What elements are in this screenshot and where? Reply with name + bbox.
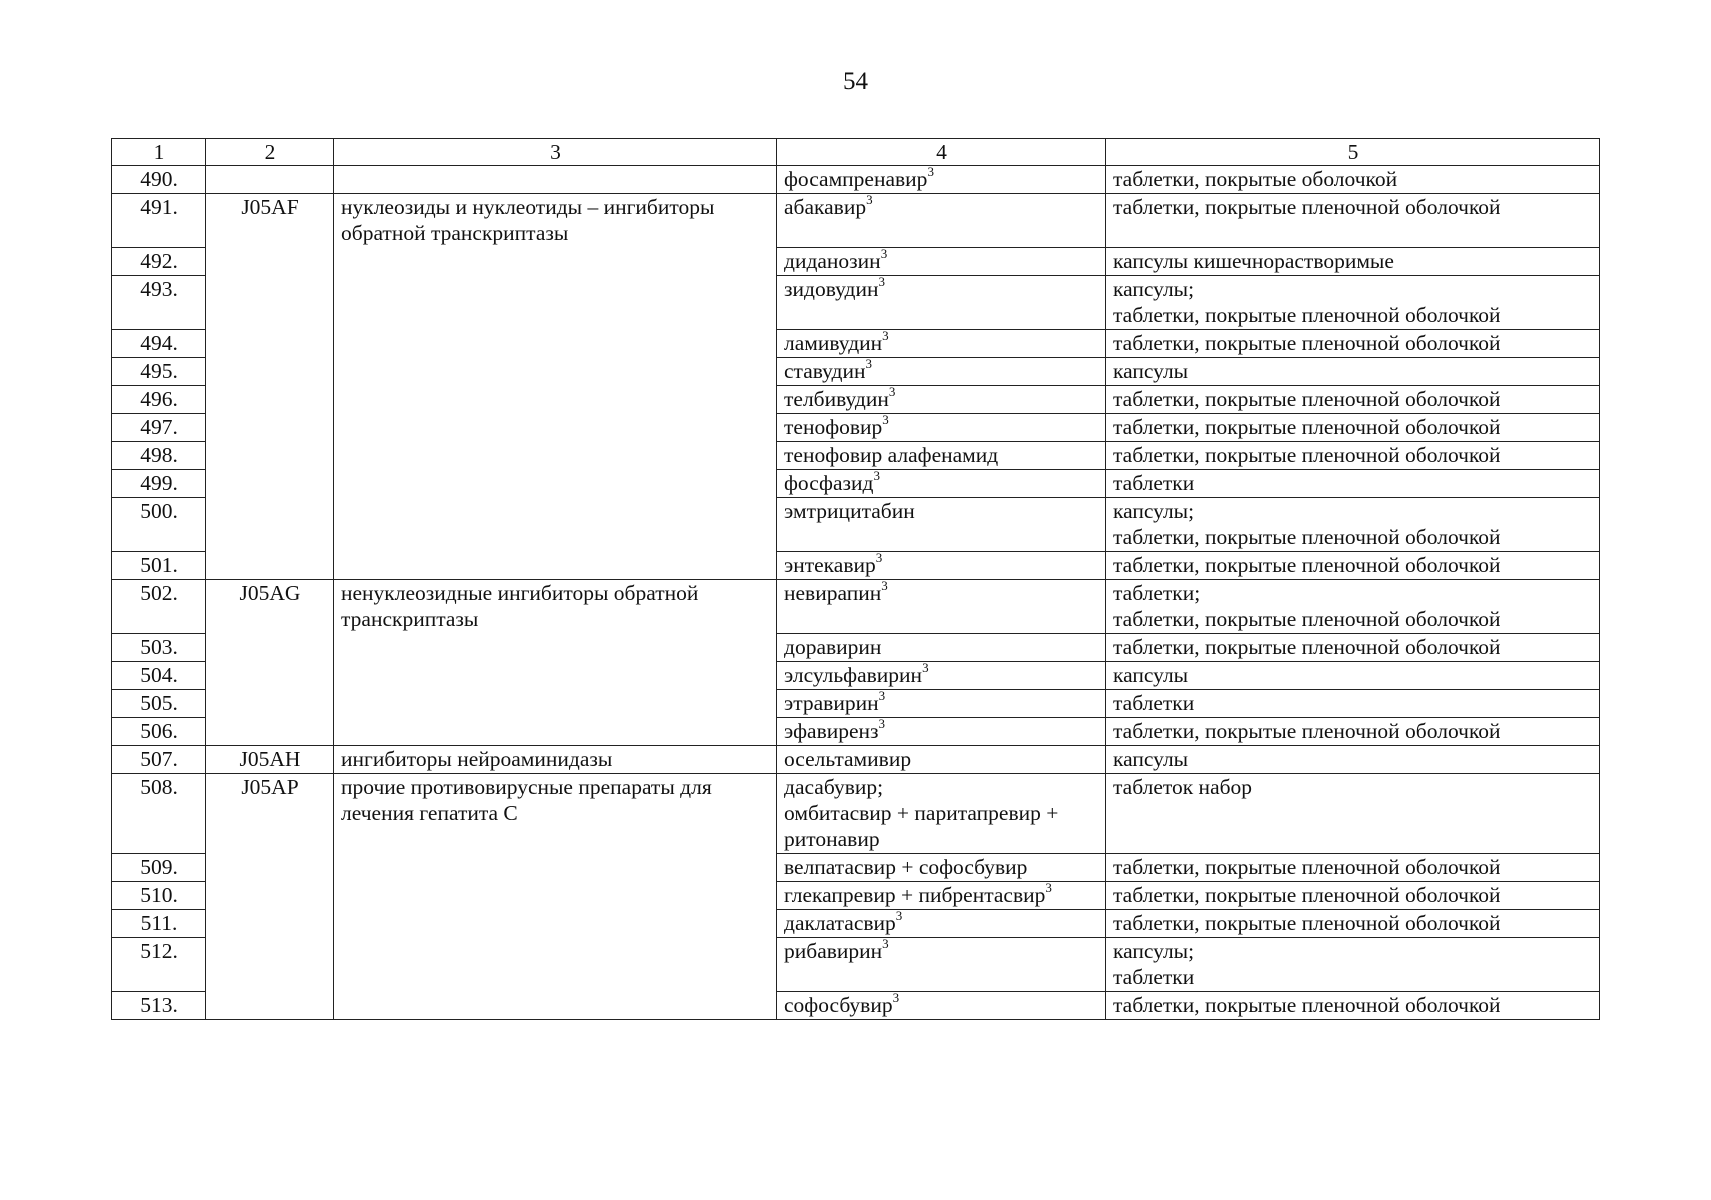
drug-name-text: эфавиренз — [784, 719, 879, 743]
dosage-forms — [1106, 992, 1600, 1020]
footnote-marker: 3 — [882, 329, 889, 343]
drug-name-text: рибавирин — [784, 939, 883, 963]
row-number: 494. — [112, 330, 206, 358]
row-number: 509. — [112, 854, 206, 882]
drug-name-text: ставудин — [784, 359, 866, 383]
dosage-form-line: капсулы; — [1113, 499, 1195, 523]
drug-name-line: ритонавир — [784, 827, 880, 851]
footnote-marker: 3 — [882, 937, 889, 951]
dosage-form-line: таблетки; — [1113, 581, 1201, 605]
dosage-form-line: таблетки, покрытые пленочной оболочкой — [1113, 387, 1501, 411]
footnote-marker: 3 — [895, 909, 903, 923]
dosage-forms — [1106, 580, 1600, 634]
dosage-form-line: таблетки, покрытые пленочной оболочкой — [1113, 855, 1501, 879]
drug-name — [777, 690, 1106, 718]
dosage-form-line: таблетки, покрытые пленочной оболочкой — [1113, 883, 1501, 907]
row-number: 510. — [112, 882, 206, 910]
dosage-forms — [1106, 442, 1600, 470]
row-number: 501. — [112, 552, 206, 580]
row-number: 505. — [112, 690, 206, 718]
dosage-form-line: таблетки — [1113, 471, 1195, 495]
row-number: 493. — [112, 276, 206, 330]
table-body — [112, 166, 1600, 1020]
dosage-form-line: капсулы — [1113, 747, 1189, 771]
drug-name-text: осельтамивир — [784, 747, 912, 771]
drug-name-text: даклатасвир — [784, 911, 896, 935]
dosage-forms — [1106, 882, 1600, 910]
drug-name-text: фосфазид — [784, 471, 874, 495]
table-row — [112, 194, 1600, 248]
drug-name-text: элсульфавирин — [784, 663, 923, 687]
group-name-line: прочие противовирусные препараты для — [341, 775, 712, 799]
drug-name-text: зидовудин — [784, 277, 879, 301]
drug-name — [777, 194, 1106, 248]
column-header: 2 — [206, 139, 334, 166]
dosage-forms — [1106, 746, 1600, 774]
dosage-forms — [1106, 166, 1600, 194]
drug-name — [777, 774, 1106, 854]
drug-name-text: энтекавир — [784, 553, 876, 577]
dosage-forms — [1106, 938, 1600, 992]
dosage-forms — [1106, 718, 1600, 746]
row-number: 497. — [112, 414, 206, 442]
row-number: 511. — [112, 910, 206, 938]
row-number: 492. — [112, 248, 206, 276]
drug-name — [777, 882, 1106, 910]
drug-name — [777, 442, 1106, 470]
page-number: 54 — [843, 68, 868, 95]
atc-code: J05AP — [206, 774, 334, 1020]
footnote-marker: 3 — [888, 385, 896, 399]
drug-name — [777, 498, 1106, 552]
dosage-form-line: таблетки — [1113, 965, 1195, 989]
column-header: 4 — [777, 139, 1106, 166]
footnote-marker: 3 — [880, 247, 888, 261]
table-row — [112, 580, 1600, 634]
drug-name — [777, 330, 1106, 358]
row-number: 507. — [112, 746, 206, 774]
row-number: 500. — [112, 498, 206, 552]
dosage-forms — [1106, 330, 1600, 358]
column-header: 3 — [334, 139, 777, 166]
dosage-forms — [1106, 248, 1600, 276]
dosage-form-line: таблетки, покрытые пленочной оболочкой — [1113, 607, 1501, 631]
dosage-forms — [1106, 854, 1600, 882]
footnote-marker: 3 — [878, 717, 886, 731]
drug-name — [777, 938, 1106, 992]
table-row — [112, 746, 1600, 774]
drug-name-text: софосбувир — [784, 993, 893, 1017]
dosage-forms — [1106, 386, 1600, 414]
dosage-forms — [1106, 910, 1600, 938]
footnote-marker: 3 — [1045, 881, 1052, 895]
drug-name — [777, 746, 1106, 774]
dosage-form-line: таблетки, покрытые пленочной оболочкой — [1113, 553, 1501, 577]
dosage-form-line: таблетки, покрытые пленочной оболочкой — [1113, 443, 1501, 467]
drug-name — [777, 166, 1106, 194]
dosage-form-line: таблеток набор — [1113, 775, 1253, 799]
drug-name — [777, 854, 1106, 882]
group-name-line: ингибиторы нейроаминидазы — [341, 747, 613, 771]
dosage-forms — [1106, 774, 1600, 854]
atc-code: J05AF — [206, 194, 334, 580]
dosage-form-line: таблетки, покрытые пленочной оболочкой — [1113, 331, 1501, 355]
group-name — [334, 194, 777, 580]
atc-code: J05AH — [206, 746, 334, 774]
drug-name — [777, 580, 1106, 634]
column-header: 1 — [112, 139, 206, 166]
group-name-line: нуклеозиды и нуклеотиды – ингибиторы — [341, 195, 715, 219]
row-number: 502. — [112, 580, 206, 634]
dosage-forms — [1106, 634, 1600, 662]
dosage-forms — [1106, 414, 1600, 442]
dosage-form-line: капсулы; — [1113, 277, 1195, 301]
dosage-forms — [1106, 662, 1600, 690]
drug-name-text: эмтрицитабин — [784, 499, 915, 523]
row-number: 495. — [112, 358, 206, 386]
row-number: 508. — [112, 774, 206, 854]
drug-name-text: фосампренавир — [784, 167, 928, 191]
footnote-marker: 3 — [882, 413, 889, 427]
group-name — [334, 580, 777, 746]
group-name — [334, 774, 777, 1020]
dosage-forms — [1106, 276, 1600, 330]
footnote-marker: 3 — [922, 661, 929, 675]
footnote-marker: 3 — [875, 551, 883, 565]
drug-name — [777, 552, 1106, 580]
dosage-form-line: таблетки — [1113, 691, 1195, 715]
group-name-line: обратной транскриптазы — [341, 221, 569, 245]
footnote-marker: 3 — [873, 469, 880, 483]
group-name — [334, 746, 777, 774]
table-row — [112, 774, 1600, 854]
footnote-marker: 3 — [892, 991, 900, 1005]
drug-name — [777, 662, 1106, 690]
row-number: 498. — [112, 442, 206, 470]
column-header: 5 — [1106, 139, 1600, 166]
drug-name — [777, 470, 1106, 498]
drug-name-text: тенофовир — [784, 415, 883, 439]
dosage-forms — [1106, 498, 1600, 552]
drug-name-text: доравирин — [784, 635, 882, 659]
dosage-form-line: таблетки, покрытые пленочной оболочкой — [1113, 911, 1501, 935]
drug-name — [777, 276, 1106, 330]
footnote-marker: 3 — [878, 689, 886, 703]
group-name — [334, 166, 777, 194]
footnote-marker: 3 — [878, 275, 885, 289]
dosage-forms — [1106, 552, 1600, 580]
drug-name — [777, 992, 1106, 1020]
table-header — [112, 139, 1600, 166]
drug-name-text: диданозин — [784, 249, 881, 273]
row-number: 496. — [112, 386, 206, 414]
dosage-form-line: таблетки, покрытые пленочной оболочкой — [1113, 415, 1501, 439]
drug-name-text: этравирин — [784, 691, 879, 715]
footnote-marker: 3 — [865, 357, 873, 371]
dosage-form-line: таблетки, покрытые пленочной оболочкой — [1113, 635, 1501, 659]
dosage-form-line: таблетки, покрытые пленочной оболочкой — [1113, 993, 1501, 1017]
dosage-form-line: капсулы — [1113, 359, 1189, 383]
dosage-forms — [1106, 194, 1600, 248]
footnote-marker: 3 — [927, 165, 934, 179]
row-number: 491. — [112, 194, 206, 248]
table-row — [112, 166, 1600, 194]
dosage-form-line: таблетки, покрытые пленочной оболочкой — [1113, 525, 1501, 549]
drug-name-text: глекапревир + пибрентасвир — [784, 883, 1046, 907]
drug-table — [111, 138, 1600, 1020]
drug-name-text: велпатасвир + софосбувир — [784, 855, 1028, 879]
row-number: 499. — [112, 470, 206, 498]
drug-name — [777, 718, 1106, 746]
group-name-line: лечения гепатита С — [341, 801, 518, 825]
dosage-form-line: таблетки, покрытые пленочной оболочкой — [1113, 303, 1501, 327]
dosage-forms — [1106, 690, 1600, 718]
drug-name — [777, 414, 1106, 442]
row-number: 506. — [112, 718, 206, 746]
row-number: 512. — [112, 938, 206, 992]
dosage-form-line: капсулы кишечнорастворимые — [1113, 249, 1394, 273]
row-number: 513. — [112, 992, 206, 1020]
drug-name-line: омбитасвир + паритапревир + — [784, 801, 1059, 825]
drug-name — [777, 248, 1106, 276]
drug-name — [777, 386, 1106, 414]
dosage-form-line: таблетки, покрытые пленочной оболочкой — [1113, 719, 1501, 743]
row-number: 490. — [112, 166, 206, 194]
row-number: 503. — [112, 634, 206, 662]
drug-name-text: тенофовир алафенамид — [784, 443, 999, 467]
drug-name-text: абакавир — [784, 195, 867, 219]
atc-code — [206, 166, 334, 194]
row-number: 504. — [112, 662, 206, 690]
drug-name — [777, 358, 1106, 386]
drug-name — [777, 910, 1106, 938]
drug-name-text: телбивудин — [784, 387, 889, 411]
drug-name-line: дасабувир; — [784, 775, 884, 799]
dosage-forms — [1106, 358, 1600, 386]
dosage-form-line: капсулы — [1113, 663, 1189, 687]
footnote-marker: 3 — [881, 579, 888, 593]
dosage-form-line: таблетки, покрытые пленочной оболочкой — [1113, 195, 1501, 219]
drug-name-text: невирапин — [784, 581, 882, 605]
atc-code: J05AG — [206, 580, 334, 746]
dosage-forms — [1106, 470, 1600, 498]
drug-name-text: ламивудин — [784, 331, 883, 355]
group-name-line: транскриптазы — [341, 607, 479, 631]
footnote-marker: 3 — [866, 193, 873, 207]
group-name-line: ненуклеозидные ингибиторы обратной — [341, 581, 699, 605]
drug-name — [777, 634, 1106, 662]
dosage-form-line: таблетки, покрытые оболочкой — [1113, 167, 1398, 191]
dosage-form-line: капсулы; — [1113, 939, 1195, 963]
